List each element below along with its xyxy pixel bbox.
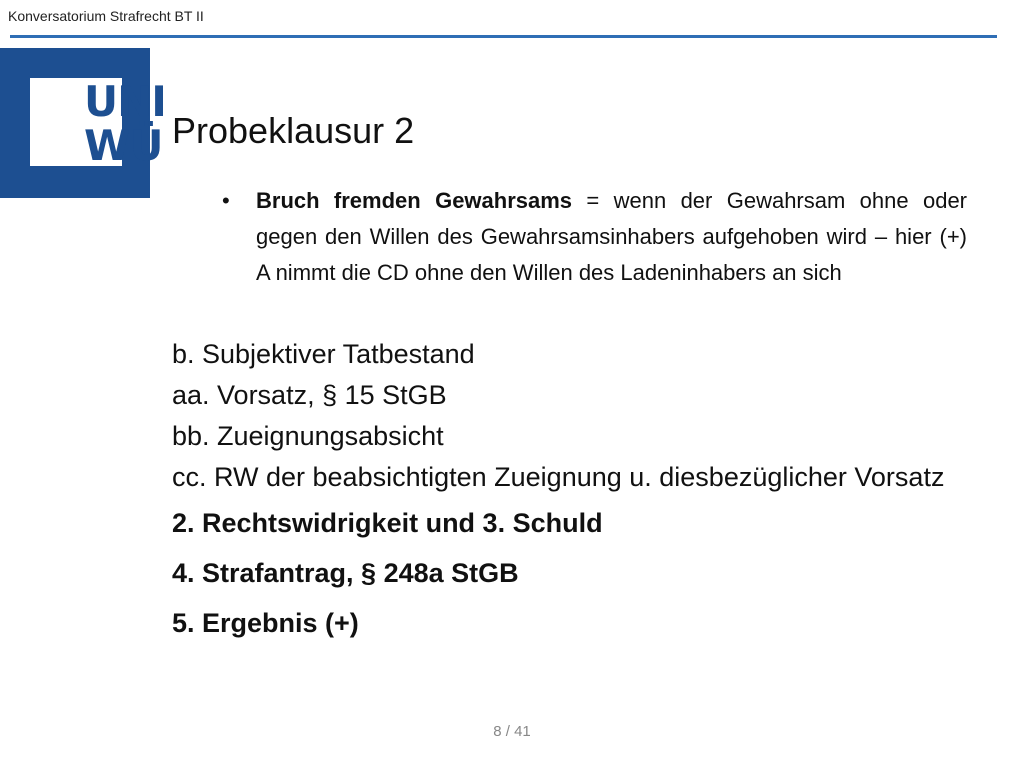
content-line: bb. Zueignungsabsicht [172,421,444,451]
logo-line-2: WÜ [84,121,163,170]
bullet-text [256,183,967,291]
content-line: cc. RW der beabsichtigten Zueignung u. diesbezüglicher Vorsatz [172,462,945,492]
section-heading: 4. Strafantrag, § 248a StGB [172,558,519,588]
content-line: b. Subjektiver Tatbestand [172,339,475,369]
bullet-point-icon: • [222,188,230,213]
logo-wordmark [84,77,166,170]
bullet-definition: = wenn der Gewahrsam ohne oder gegen den Willen des Gewahrsamsinhabers aufgehoben wird – hier (+) A nimmt die CD ohne den Willen des Ladeninhabers an sich [256,188,968,285]
bullet-term: Bruch fremden Gewahrsams [256,188,573,213]
header-divider [10,35,997,38]
slide-title: Probeklausur 2 [172,110,415,151]
slide-content [172,334,967,648]
page-number: 8 / 41 [493,723,531,740]
content-line: aa. Vorsatz, § 15 StGB [172,380,447,410]
section-heading: 5. Ergebnis (+) [172,608,359,638]
university-logo [0,48,166,198]
section-heading: 2. Rechtswidrigkeit und 3. Schuld [172,508,603,538]
bullet-item [222,183,967,291]
logo-line-1: UNI [84,77,166,126]
course-title: Konversatorium Strafrecht BT II [8,8,204,24]
